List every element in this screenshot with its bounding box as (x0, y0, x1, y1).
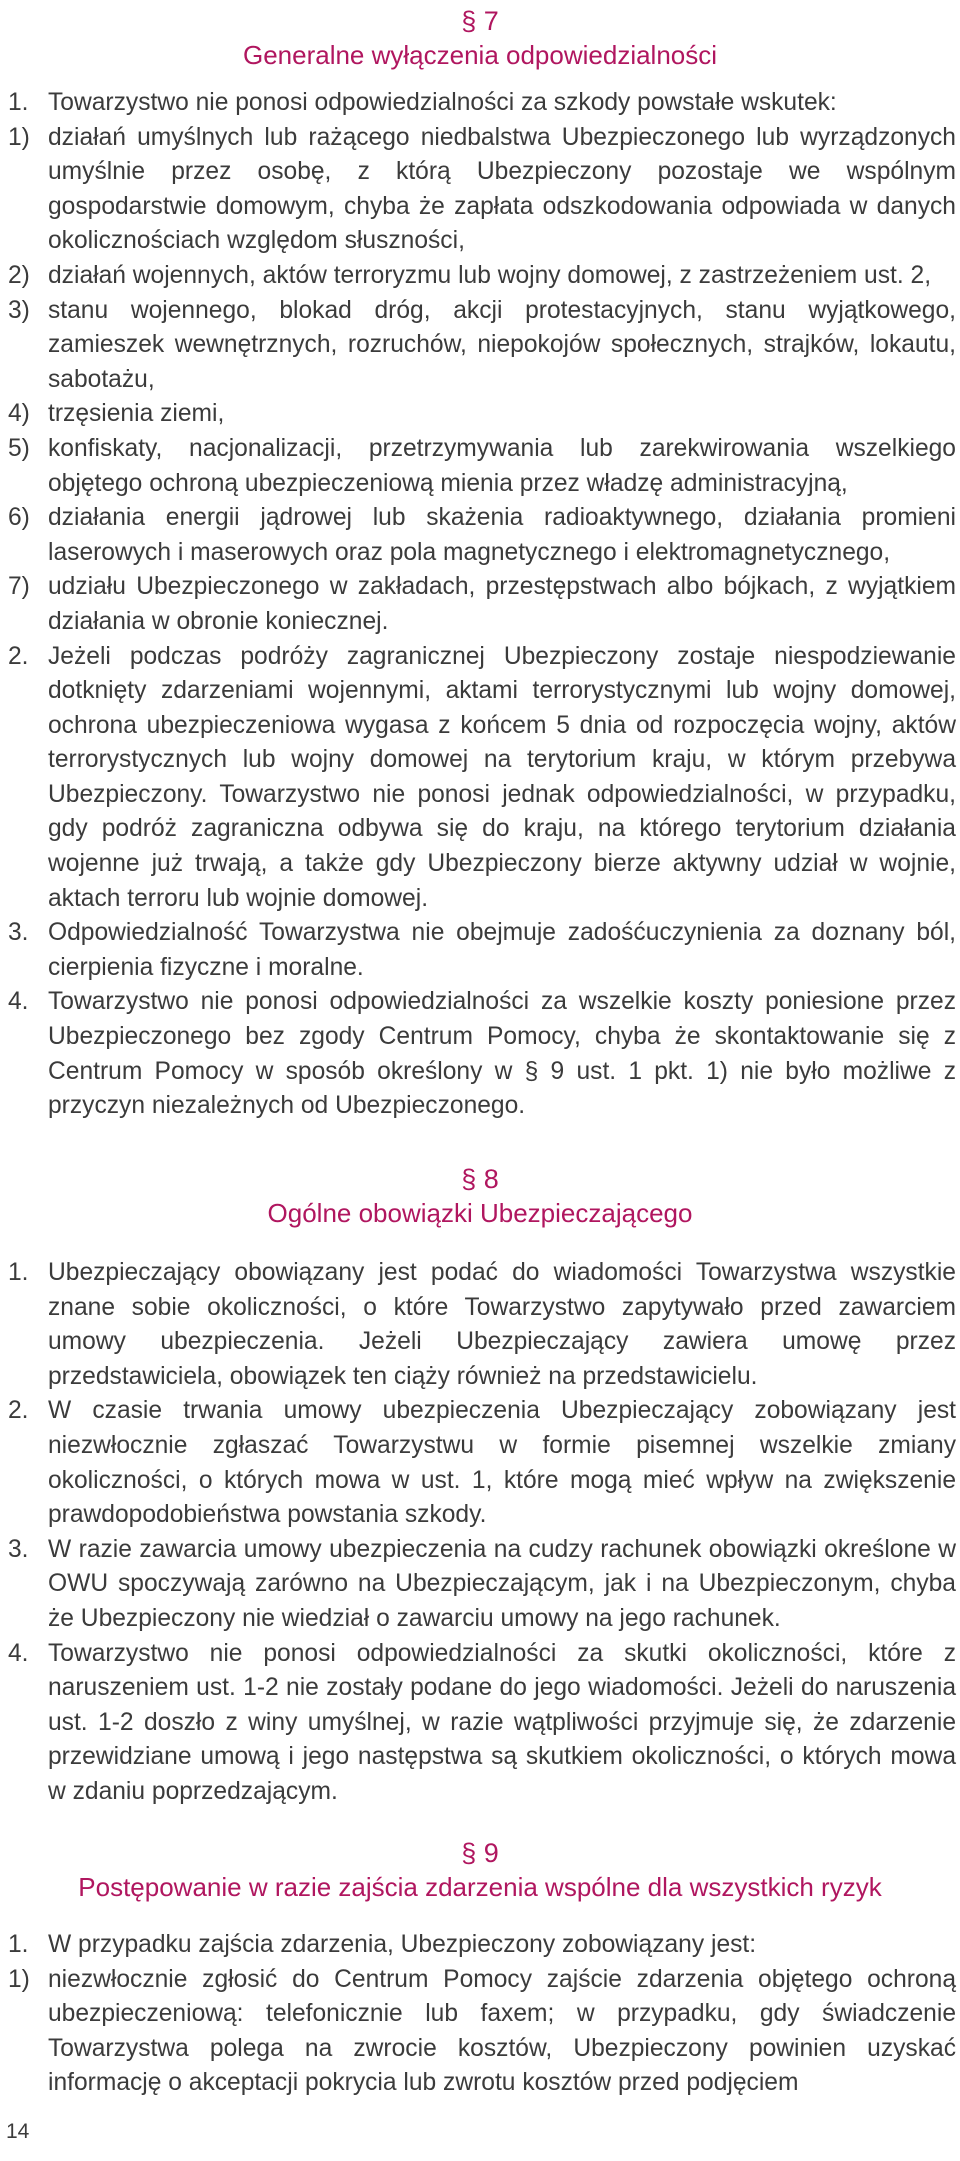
sub-item-number: 4) (8, 400, 30, 428)
section-number: § 8 (461, 1164, 499, 1194)
sub-item-number: 6) (8, 504, 30, 532)
sub-item-text: trzęsienia ziemi, (48, 400, 225, 428)
sub-item-text: działań wojennych, aktów terroryzmu lub wojny domowej, z zastrzeżeniem ust. 2, (48, 261, 932, 289)
page-number: 14 (6, 2120, 30, 2143)
sub-item (8, 570, 956, 639)
item-number: 1. (8, 1931, 29, 1958)
sub-item-text: konfiskaty, nacjonalizacji, przetrzymywania lub zarekwirowania wszelkiego objętego ochroną ubezpieczeniową mienia przez władzę administracyjną, (48, 434, 956, 497)
sub-item-number: 5) (8, 434, 30, 462)
sub-item (8, 121, 956, 259)
item-text: Towarzystwo nie ponosi odpowiedzialności za skutki okoliczności, które z naruszeniem ust. 1-2 nie zostały podane do jego wiadomości. Jeżeli do naruszenia ust. 1-2 doszło z winy umyślnej, w razie wątpliwości przyjmuje się, że zdarzenie przewidziane umową i jego następstwa są skutkiem okoliczności, o których mowa w zdaniu poprzedzającym. (48, 1639, 956, 1805)
item-text: W czasie trwania umowy ubezpieczenia Ubezpieczający zobowiązany jest niezwłocznie zgłaszać Towarzystwu w formie pisemnej wszelkie zmiany okoliczności, o których mowa w ust. 1, które mogą mieć wpływ na zwiększenie prawdopodobieństwa powstania szkody. (48, 1397, 956, 1529)
list-item (8, 640, 956, 917)
sub-item (8, 397, 956, 432)
sub-item-text: udziału Ubezpieczonego w zakładach, przestępstwach albo bójkach, z wyjątkiem działania w obronie koniecznej. (48, 573, 956, 635)
item-text: Jeżeli podczas podróży zagranicznej Ubezpieczony zostaje niespodziewanie dotknięty zdarzeniami wojennymi, aktami terrorystycznymi lub wojny domowej, ochrona ubezpieczeniowa wygasa z końcem 5 dnia od rozpoczęcia wojny, aktów terrorystycznych lub wojny domowej na terytorium kraju, w którym przebywa Ubezpieczony. Towarzystwo nie ponosi jednak odpowiedzialności, w przypadku, gdy podróż zagraniczna odbywa się do kraju, na którego terytorium działania wojenne już trwają, a także gdy Ubezpieczony bierze aktywny udział w wojnie, aktach terroru lub wojnie domowej. (48, 642, 956, 912)
sub-item-number: 1) (8, 123, 30, 151)
item-text: W przypadku zajścia zdarzenia, Ubezpieczony zobowiązany jest: (48, 1931, 757, 1958)
list-item (8, 1637, 956, 1810)
item-number: 1. (8, 89, 29, 116)
section-title: Generalne wyłączenia odpowiedzialności (242, 40, 718, 70)
item-text: W razie zawarcia umowy ubezpieczenia na cudzy rachunek obowiązki określone w OWU spoczywają zarówno na Ubezpieczającym, jak i na Ubezpieczonym, chyba że Ubezpieczony nie wiedział o zawarciu umowy na jego rachunek. (48, 1535, 956, 1632)
sub-item-number: 2) (8, 261, 30, 289)
item-text: Ubezpieczający obowiązany jest podać do wiadomości Towarzystwa wszystkie znane sobie okoliczności, o które Towarzystwo zapytywało przed zawarciem umowy ubezpieczenia. Jeżeli Ubezpieczający zawiera umowę przez przedstawiciela, obowiązek ten ciąży również na przedstawicielu. (48, 1259, 956, 1390)
list-item (8, 86, 956, 121)
sub-item-text: działań umyślnych lub rażącego niedbalstwa Ubezpieczonego lub wyrządzonych umyślnie przez osobę, z którą Ubezpieczony pozostaje we wspólnym gospodarstwie domowym, chyba że zapłata odszkodowania odpowiada w danych okolicznościach względom słuszności, (48, 123, 956, 255)
list-item (8, 1394, 956, 1532)
sub-item-number: 3) (8, 296, 30, 324)
item-text: Towarzystwo nie ponosi odpowiedzialności za szkody powstałe wskutek: (48, 89, 837, 116)
section-8-header (0, 1162, 960, 1230)
section-8-list (8, 1256, 956, 1810)
item-text: Odpowiedzialność Towarzystwa nie obejmuje zadośćuczynienia za doznany ból, cierpienia fizyczne i moralne. (48, 919, 956, 981)
item-number: 1. (8, 1259, 29, 1286)
item-number: 4. (8, 1639, 29, 1667)
sub-item (8, 259, 956, 294)
section-9-header (0, 1836, 960, 1904)
item-number: 3. (8, 919, 29, 947)
section-7-list (8, 86, 956, 1124)
sub-item-number: 1) (8, 1965, 30, 1993)
section-7-header (0, 4, 960, 72)
sub-item-text: działania energii jądrowej lub skażenia radioaktywnego, działania promieni laserowych i maserowych oraz pola magnetycznego i elektromagnetycznego, (48, 504, 956, 566)
section-title: Postępowanie w razie zajścia zdarzenia wspólne dla wszystkich ryzyk (78, 1872, 882, 1902)
list-item (8, 1256, 956, 1394)
item-number: 2. (8, 642, 29, 670)
item-number: 2. (8, 1397, 29, 1425)
sub-item-text: niezwłocznie zgłosić do Centrum Pomocy zajście zdarzenia objętego ochroną ubezpieczeniową: telefonicznie lub faxem; w przypadku, gdy świadczenie Towarzystwa polega na zwrocie kosztów, Ubezpieczony powinien uzyskać informację o akceptacji pokrycia lub zwrotu kosztów przed podjęciem (48, 1965, 956, 2097)
section-title: Ogólne obowiązki Ubezpieczającego (267, 1198, 693, 1228)
sub-item-text: stanu wojennego, blokad dróg, akcji protestacyjnych, stanu wyjątkowego, zamieszek wewnętrznych, rozruchów, niepokojów społecznych, strajków, lokautu, sabotażu, (48, 296, 956, 393)
section-number: § 7 (461, 6, 499, 36)
list-item (8, 1928, 956, 1963)
sub-item (8, 1963, 956, 2101)
item-text: Towarzystwo nie ponosi odpowiedzialności za wszelkie koszty poniesione przez Ubezpieczonego bez zgody Centrum Pomocy, chyba że skontaktowanie się z Centrum Pomocy w sposób określony w § 9 ust. 1 pkt. 1) nie było możliwe z przyczyn niezależnych od Ubezpieczonego. (48, 988, 956, 1120)
sub-item (8, 501, 956, 570)
list-item (8, 985, 956, 1123)
item-number: 4. (8, 988, 29, 1016)
section-9-list (8, 1928, 956, 2101)
sub-item (8, 432, 956, 501)
sub-item-number: 7) (8, 573, 30, 601)
list-item (8, 916, 956, 985)
sub-item (8, 294, 956, 398)
item-number: 3. (8, 1535, 29, 1563)
list-item (8, 1533, 956, 1637)
section-number: § 9 (461, 1838, 499, 1868)
